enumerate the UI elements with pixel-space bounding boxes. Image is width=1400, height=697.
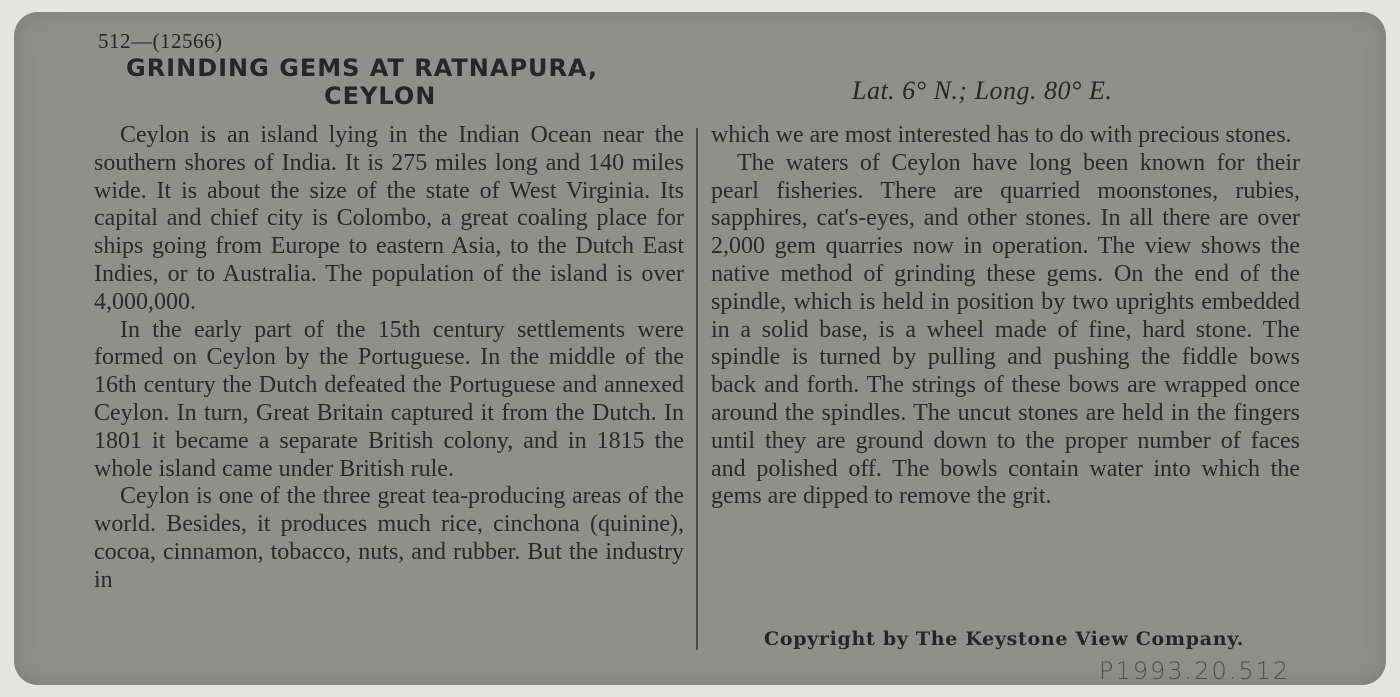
card-identifier: 512—(12566) bbox=[98, 29, 223, 53]
paragraph: Ceylon is one of the three great tea-producing areas of the world. Besides, it produces much rice, cinchona (quinine), cocoa, cinnamon, tobacco, nuts, and rubber. But the industry in bbox=[94, 483, 684, 593]
title-line-2: CEYLON bbox=[324, 82, 437, 110]
accession-number: P1993.20.512 bbox=[1099, 657, 1291, 685]
paragraph: In the early part of the 15th century settlements were formed on Ceylon by the Portuguese. In the middle of the 16th century the Dutch defeated the Portuguese and annexed Ceylon. In turn, Great Britain captured it from the Dutch. In 1801 it became a separate British colony, and in 1815 the whole island came under British rule. bbox=[94, 316, 684, 482]
right-column bbox=[711, 122, 1300, 511]
left-column bbox=[94, 122, 684, 595]
paragraph: The waters of Ceylon have long been known for their pearl fisheries. There are quarried moonstones, rubies, sapphires, cat's-eyes, and other stones. In all there are over 2,000 gem quarries now in operation. The view shows the native method of grinding these gems. On the end of the spindle, which is held in position by two uprights embedded in a solid base, is a wheel made of fine, hard stone. The spindle is turned by pulling and pushing the fiddle bows back and forth. The strings of these bows are wrapped once around the spindles. The uncut stones are held in the fingers until they are ground down to the proper number of faces and polished off. The bowls contain water into which the gems are dipped to remove the grit. bbox=[711, 149, 1300, 510]
paragraph: Ceylon is an island lying in the Indian Ocean near the southern shores of India. It is 275 miles long and 140 miles wide. It is about the size of the state of West Virginia. Its capital and chief city is Colombo, a great coaling place for ships going from Europe to eastern Asia, to the Dutch East Indies, or to Australia. The population of the island is over 4,000,000. bbox=[94, 122, 684, 315]
column-divider bbox=[696, 128, 698, 650]
paragraph: which we are most interested has to do with precious stones. bbox=[711, 122, 1292, 148]
copyright-notice: Copyright by The Keystone View Company. bbox=[764, 628, 1245, 650]
coordinates: Lat. 6° N.; Long. 80° E. bbox=[852, 76, 1113, 105]
stereo-card-back bbox=[14, 12, 1386, 685]
title-line-1: GRINDING GEMS AT RATNAPURA, bbox=[126, 54, 599, 82]
